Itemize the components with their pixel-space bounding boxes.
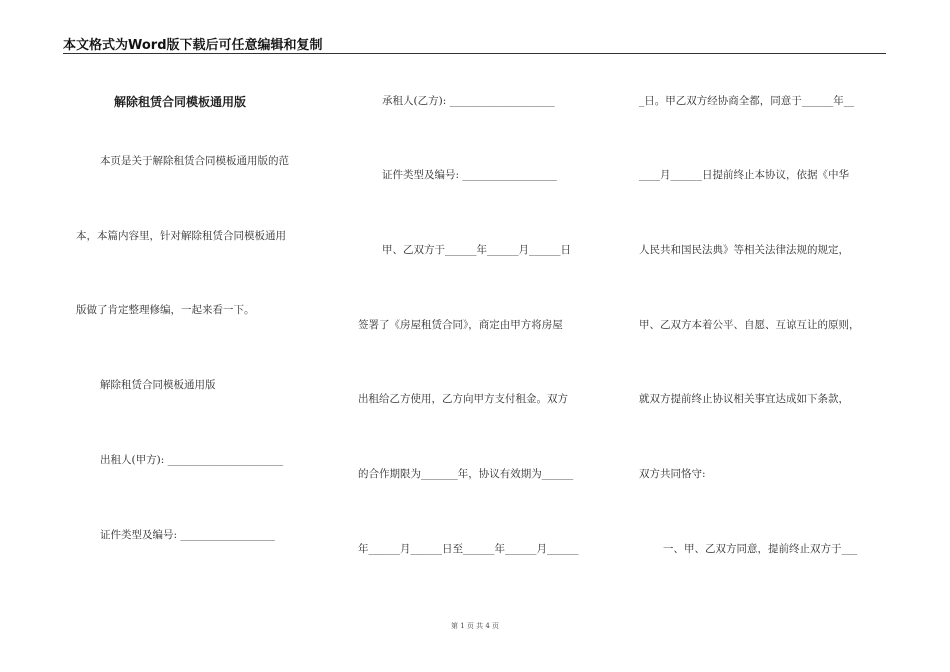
paragraph-line: 人民共和国民法典》等相关法律法规的规定， [639, 244, 849, 256]
document-title: 解除租赁合同模板通用版 [114, 95, 247, 109]
paragraph-line: 双方共同恪守: [639, 468, 706, 480]
paragraph-line: 甲、乙双方本着公平、自愿、互谅互让的原则， [639, 319, 860, 331]
lessee-field-line: 承租人(乙方): ____________________ [382, 95, 555, 107]
paragraph-line: 签署了《房屋租赁合同》，商定由甲方将房屋 [358, 319, 563, 331]
paragraph-line: 的合作期限为_______年，协议有效期为______ [358, 468, 574, 480]
paragraph-line: 本页是关于解除租赁合同模板通用版的范 [100, 155, 289, 167]
paragraph-line: 本，本篇内容里，针对解除租赁合同模板通用 [76, 230, 286, 242]
paragraph-line: ____月______日提前终止本协议，依据《中华 [639, 169, 849, 181]
paragraph-line: 就双方提前终止协议相关事宜达成如下条款， [639, 393, 849, 405]
paragraph-line: 一、甲、乙双方同意，提前终止双方于___ [663, 543, 858, 555]
paragraph-line: 版做了肯定整理修编，一起来看一下。 [76, 304, 255, 316]
page-footer: 第 1 页 共 4 页 [450, 622, 500, 630]
id-type-field-line: 证件类型及编号: __________________ [100, 529, 275, 541]
paragraph-line: 年______月______日至______年______月______ [358, 543, 579, 555]
paragraph-line: 甲、乙双方于______年______月______日 [382, 244, 571, 256]
paragraph-line: _日。甲乙双方经协商全都，同意于______年__ [639, 95, 855, 107]
section-heading: 解除租赁合同模板通用版 [100, 379, 216, 391]
id-type-field-line: 证件类型及编号: __________________ [382, 169, 557, 181]
header-title: 本文格式为Word版下载后可任意编辑和复制 [63, 38, 323, 53]
paragraph-line: 出租给乙方使用，乙方向甲方支付租金。双方 [358, 393, 568, 405]
lessor-field-line: 出租人(甲方): ______________________ [100, 454, 284, 466]
